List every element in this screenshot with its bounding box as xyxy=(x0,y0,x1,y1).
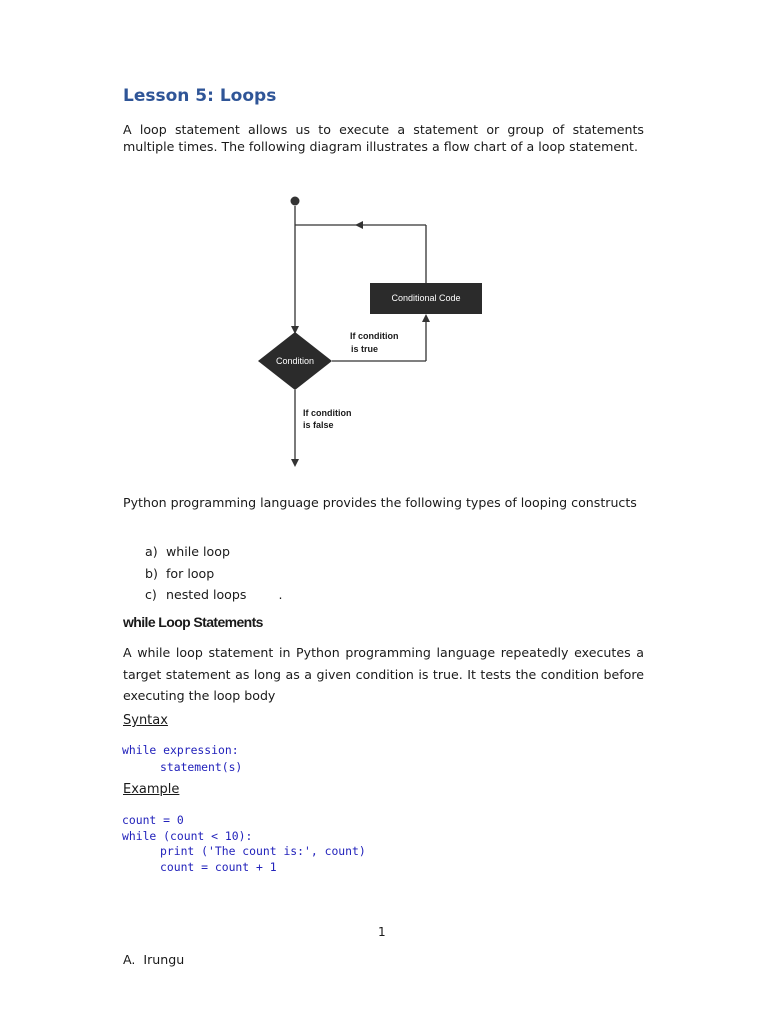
section-heading: while Loop Statements xyxy=(123,614,263,630)
list-item-suffix: . xyxy=(246,587,283,602)
list-marker: b) xyxy=(145,565,158,581)
list-item xyxy=(145,563,282,585)
code-line: statement(s) xyxy=(160,760,243,774)
code-line: count = count + 1 xyxy=(160,859,277,874)
list-item-label: nested loops xyxy=(166,587,247,602)
syntax-label: Syntax xyxy=(123,713,168,728)
example-label: Example xyxy=(123,782,180,797)
condition-label: Condition xyxy=(275,356,315,366)
code-line: count = 0 xyxy=(122,813,184,827)
loop-types-list xyxy=(145,541,282,606)
true-label-line2: is true xyxy=(351,344,379,354)
code-line: while (count < 10): xyxy=(122,828,253,843)
list-item-label: for loop xyxy=(166,565,215,581)
author-footer: A. Irungu xyxy=(123,952,185,967)
list-item-label: while loop xyxy=(166,544,230,559)
list-item xyxy=(145,584,282,606)
while-description-paragraph: A while loop statement in Python programming language repeatedly executes a target statement as long as a given condition is true. It tests the condition before executing the loop body xyxy=(123,645,644,703)
syntax-code-block xyxy=(122,742,242,776)
start-node xyxy=(291,197,300,206)
false-label-line2: is false xyxy=(303,420,334,430)
code-line: while expression: xyxy=(122,743,239,757)
page-number: 1 xyxy=(378,925,386,939)
true-label-line1: If condition xyxy=(350,331,399,341)
false-label-line1: If condition xyxy=(303,408,352,418)
list-item xyxy=(145,541,282,563)
intro-paragraph: A loop statement allows us to execute a statement or group of statements multiple times. The following diagram illustrates a flow chart of a loop statement. xyxy=(123,122,644,154)
list-marker: a) xyxy=(145,544,158,559)
constructs-paragraph: Python programming language provides the following types of looping constructs xyxy=(123,495,637,510)
example-code-block xyxy=(122,813,366,875)
page-title: Lesson 5: Loops xyxy=(123,86,277,106)
code-line: print ('The count is:', count) xyxy=(160,844,366,858)
conditional-code-label: Conditional Code xyxy=(391,293,461,303)
list-marker: c) xyxy=(145,587,157,602)
